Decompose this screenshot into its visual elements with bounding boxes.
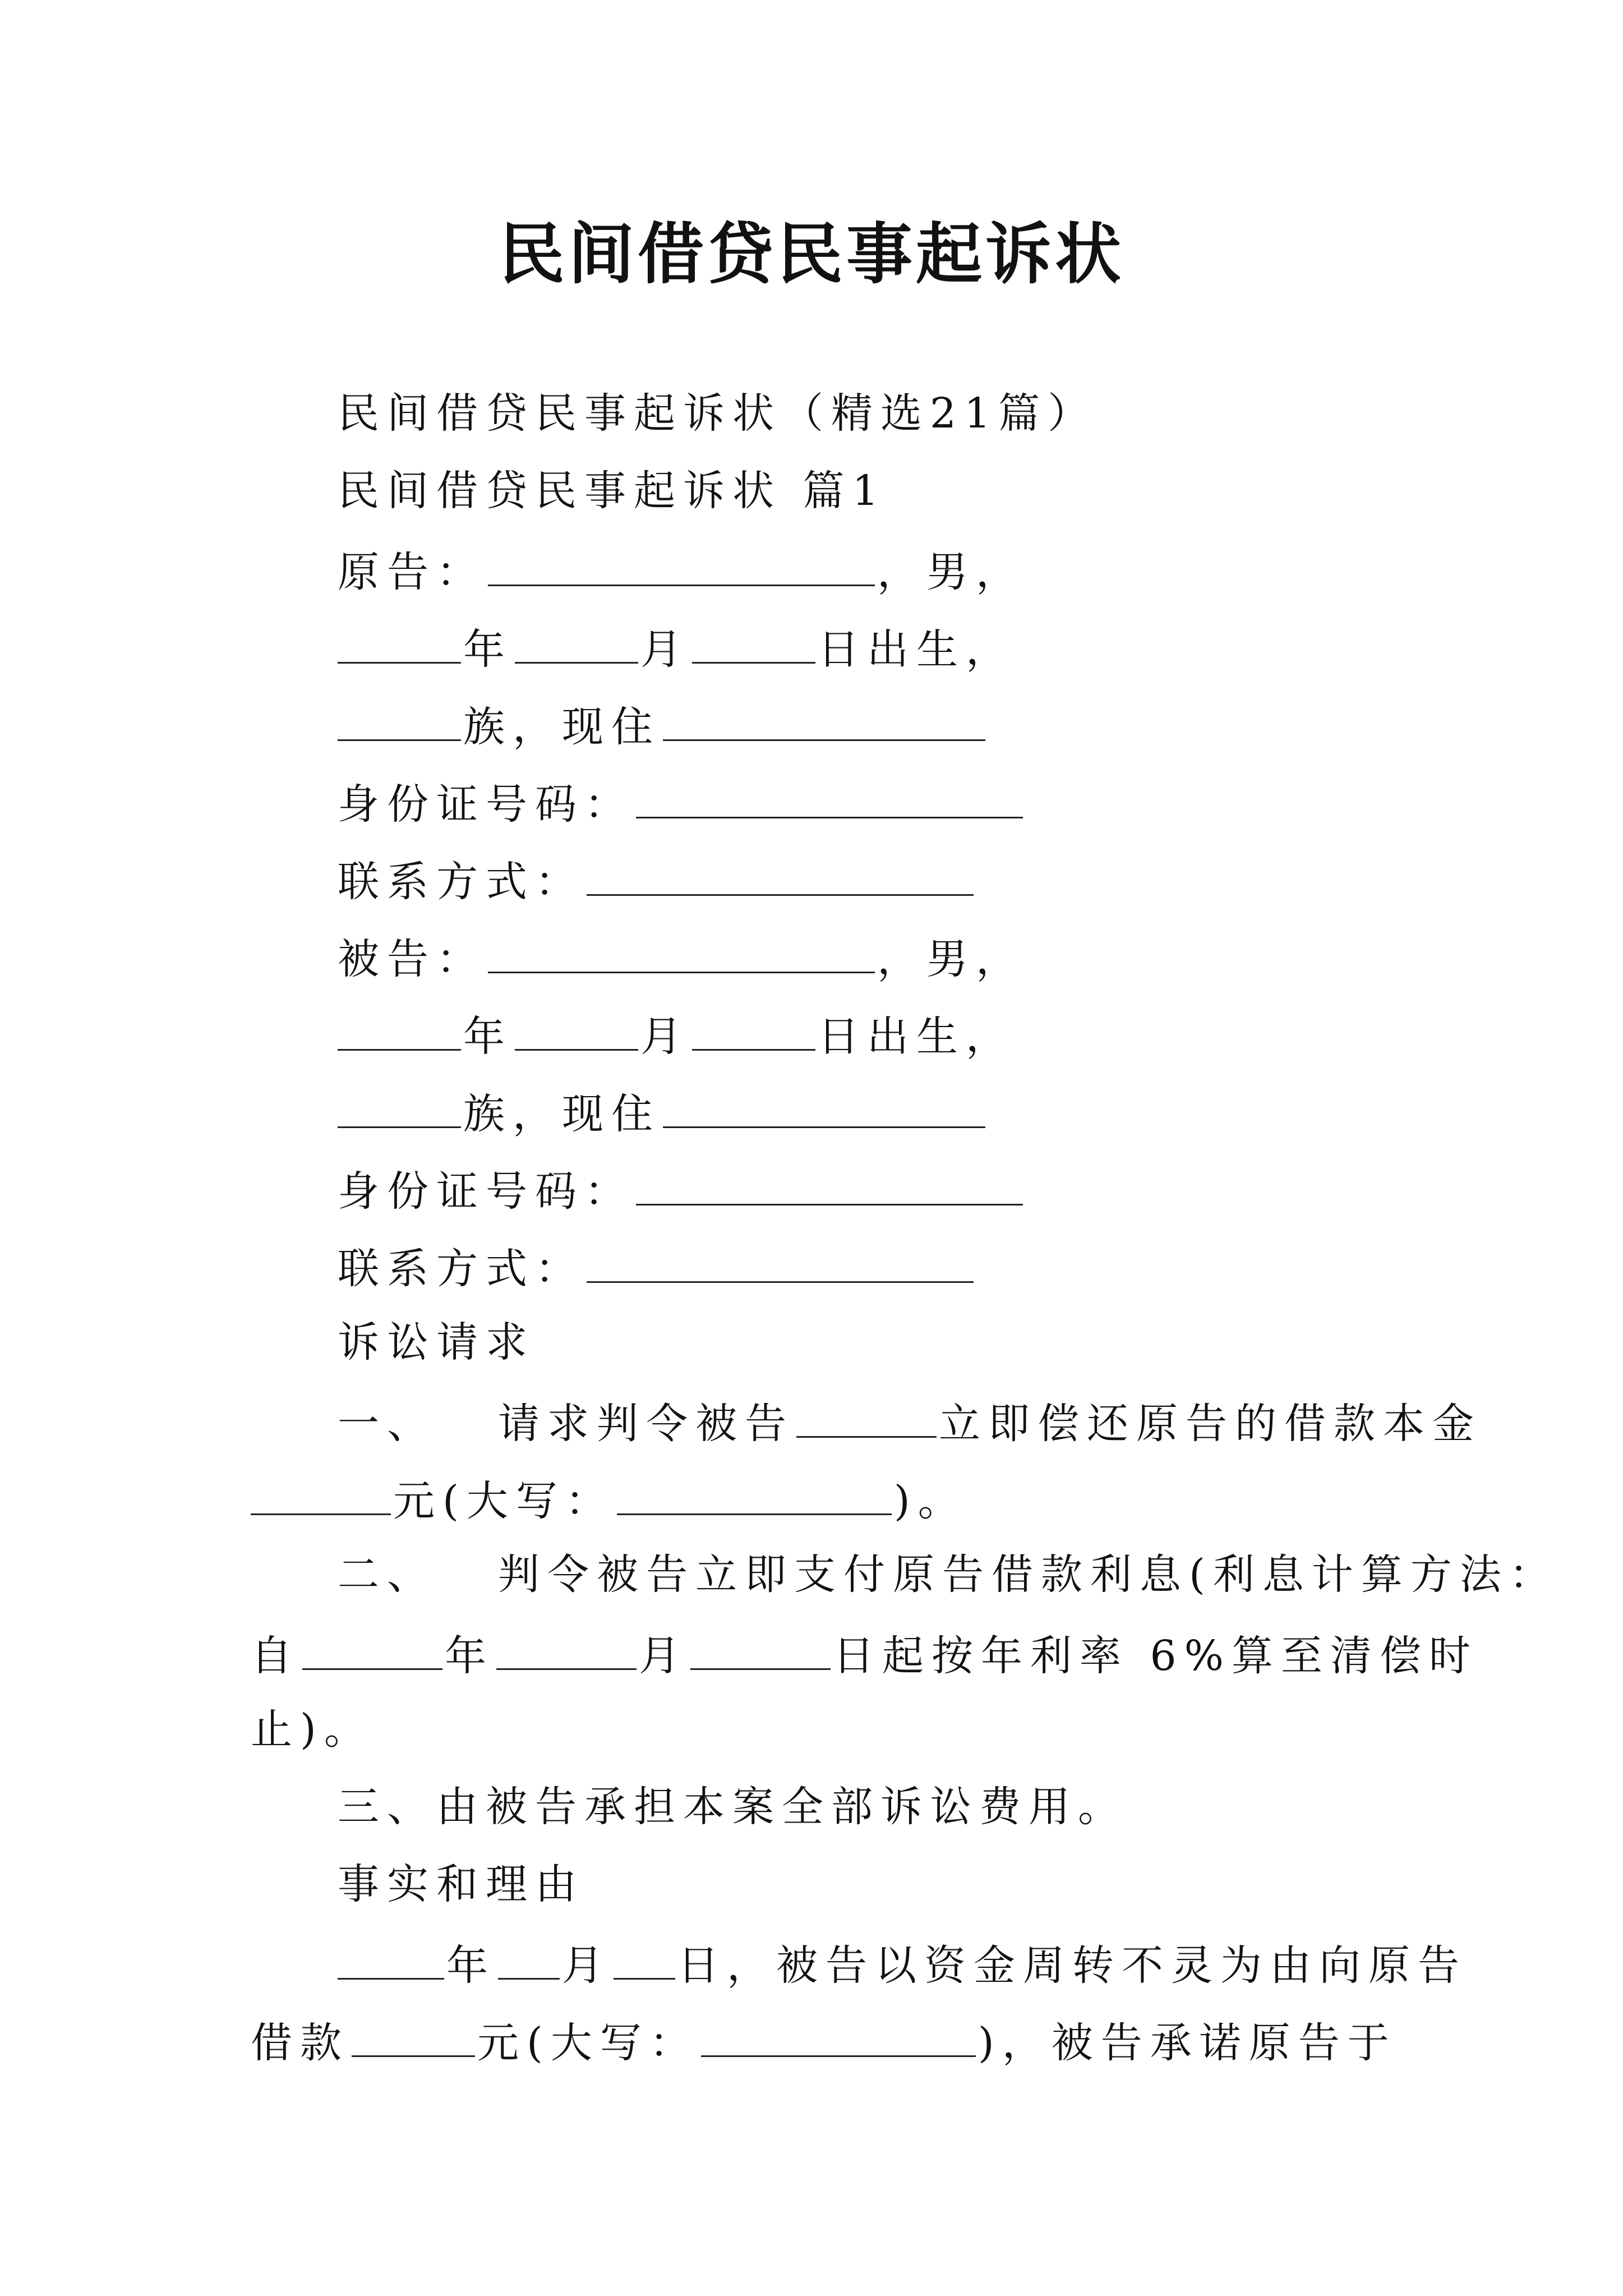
plaintiff-id-blank[interactable] — [636, 780, 1023, 818]
defendant-birth-day-blank[interactable] — [692, 1012, 815, 1051]
defendant-label: 被告： — [338, 935, 486, 983]
facts-heading: 事实和理由 — [338, 1860, 584, 1908]
contact-label: 联系方式： — [338, 858, 584, 906]
plaintiff-label: 原告： — [338, 548, 486, 596]
plaintiff-name-blank[interactable] — [488, 547, 875, 586]
claim-number: 一、 — [338, 1400, 436, 1448]
facts-text: 元(大写： — [477, 2019, 699, 2067]
defendant-address-blank[interactable] — [663, 1089, 985, 1128]
ethnic-address-label: 族，现住 — [463, 703, 661, 751]
plaintiff-line — [338, 547, 1025, 596]
claim-1-line-2 — [251, 1476, 967, 1525]
claim-text: 元(大写： — [393, 1477, 615, 1525]
plaintiff-id-line — [338, 780, 1025, 829]
defendant-ethnic-line — [338, 1089, 988, 1138]
claim1-defendant-blank[interactable] — [796, 1399, 937, 1438]
claim-text: 判令被告立即支付原告借款利息(利息计算方法： — [498, 1550, 1559, 1599]
day-label: 日出生， — [818, 1013, 1015, 1061]
defendant-contact-line — [338, 1244, 976, 1293]
plaintiff-address-blank[interactable] — [663, 702, 985, 741]
claim-text: 日起按年利率 6%算至清偿时 — [833, 1632, 1478, 1680]
facts-month-blank[interactable] — [498, 1941, 560, 1980]
defendant-birth-month-blank[interactable] — [515, 1012, 638, 1051]
claim-text: 自 — [251, 1632, 300, 1680]
defendant-gender: ，男， — [877, 935, 1025, 983]
claim-text: 请求判令被告 — [498, 1400, 794, 1448]
plaintiff-ethnic-blank[interactable] — [338, 702, 461, 741]
claim2-month-blank[interactable] — [496, 1631, 637, 1670]
year-label: 年 — [445, 1632, 494, 1680]
claim-2-line — [338, 1550, 1559, 1599]
claim-1-line — [338, 1399, 1482, 1448]
plaintiff-gender: ，男， — [877, 548, 1025, 596]
id-label: 身份证号码： — [338, 780, 634, 829]
plaintiff-birth-year-blank[interactable] — [338, 625, 461, 664]
year-label: 年 — [463, 1013, 513, 1061]
month-label: 月 — [562, 1941, 611, 1990]
plaintiff-ethnic-line — [338, 702, 988, 751]
year-label: 年 — [446, 1941, 496, 1990]
facts-text: 借款 — [251, 2019, 349, 2067]
subtitle: 民间借贷民事起诉状（精选21篇） — [338, 389, 1098, 438]
facts-text: 日，被告以资金周转不灵为由向原告 — [677, 1941, 1467, 1990]
plaintiff-birth-line — [338, 625, 1015, 674]
facts-year-blank[interactable] — [338, 1941, 444, 1980]
claim-2-line-2 — [251, 1631, 1478, 1680]
day-label: 日出生， — [818, 625, 1015, 674]
facts-amount-blank[interactable] — [352, 2018, 475, 2057]
defendant-id-line — [338, 1167, 1025, 1216]
facts-day-blank[interactable] — [614, 1941, 675, 1980]
claim-number: 二、 — [338, 1550, 436, 1599]
defendant-birth-line — [338, 1012, 1015, 1061]
claim2-year-blank[interactable] — [302, 1631, 442, 1670]
claim1-amount-blank[interactable] — [251, 1476, 391, 1515]
month-label: 月 — [640, 625, 690, 674]
document-title: 民间借贷民事起诉状 — [498, 215, 1124, 293]
facts-line-2 — [251, 2018, 1397, 2067]
facts-amount-words-blank[interactable] — [701, 2018, 976, 2057]
section-heading: 民间借贷民事起诉状 篇1 — [338, 467, 887, 515]
defendant-ethnic-blank[interactable] — [338, 1089, 461, 1128]
defendant-name-blank[interactable] — [488, 935, 875, 973]
claim1-amount-words-blank[interactable] — [617, 1476, 892, 1515]
claim-3-line: 三、由被告承担本案全部诉讼费用。 — [338, 1783, 1127, 1831]
claim-text: )。 — [893, 1477, 967, 1525]
month-label: 月 — [639, 1632, 688, 1680]
facts-text: )，被告承诺原告于 — [978, 2019, 1397, 2067]
plaintiff-birth-day-blank[interactable] — [692, 625, 815, 664]
plaintiff-birth-month-blank[interactable] — [515, 625, 638, 664]
contact-label: 联系方式： — [338, 1245, 584, 1293]
plaintiff-contact-blank[interactable] — [587, 857, 974, 896]
claim-text: 立即偿还原告的借款本金 — [939, 1400, 1482, 1448]
claim-2-line-3: 止)。 — [251, 1705, 374, 1754]
year-label: 年 — [463, 625, 513, 674]
plaintiff-contact-line — [338, 857, 976, 906]
claim2-day-blank[interactable] — [690, 1631, 831, 1670]
facts-line-1 — [338, 1941, 1467, 1990]
defendant-id-blank[interactable] — [636, 1167, 1023, 1205]
defendant-contact-blank[interactable] — [587, 1244, 974, 1283]
id-label: 身份证号码： — [338, 1167, 634, 1216]
claims-heading: 诉讼请求 — [338, 1318, 535, 1366]
defendant-birth-year-blank[interactable] — [338, 1012, 461, 1051]
ethnic-address-label: 族，现住 — [463, 1090, 661, 1138]
defendant-line — [338, 935, 1025, 983]
month-label: 月 — [640, 1013, 690, 1061]
